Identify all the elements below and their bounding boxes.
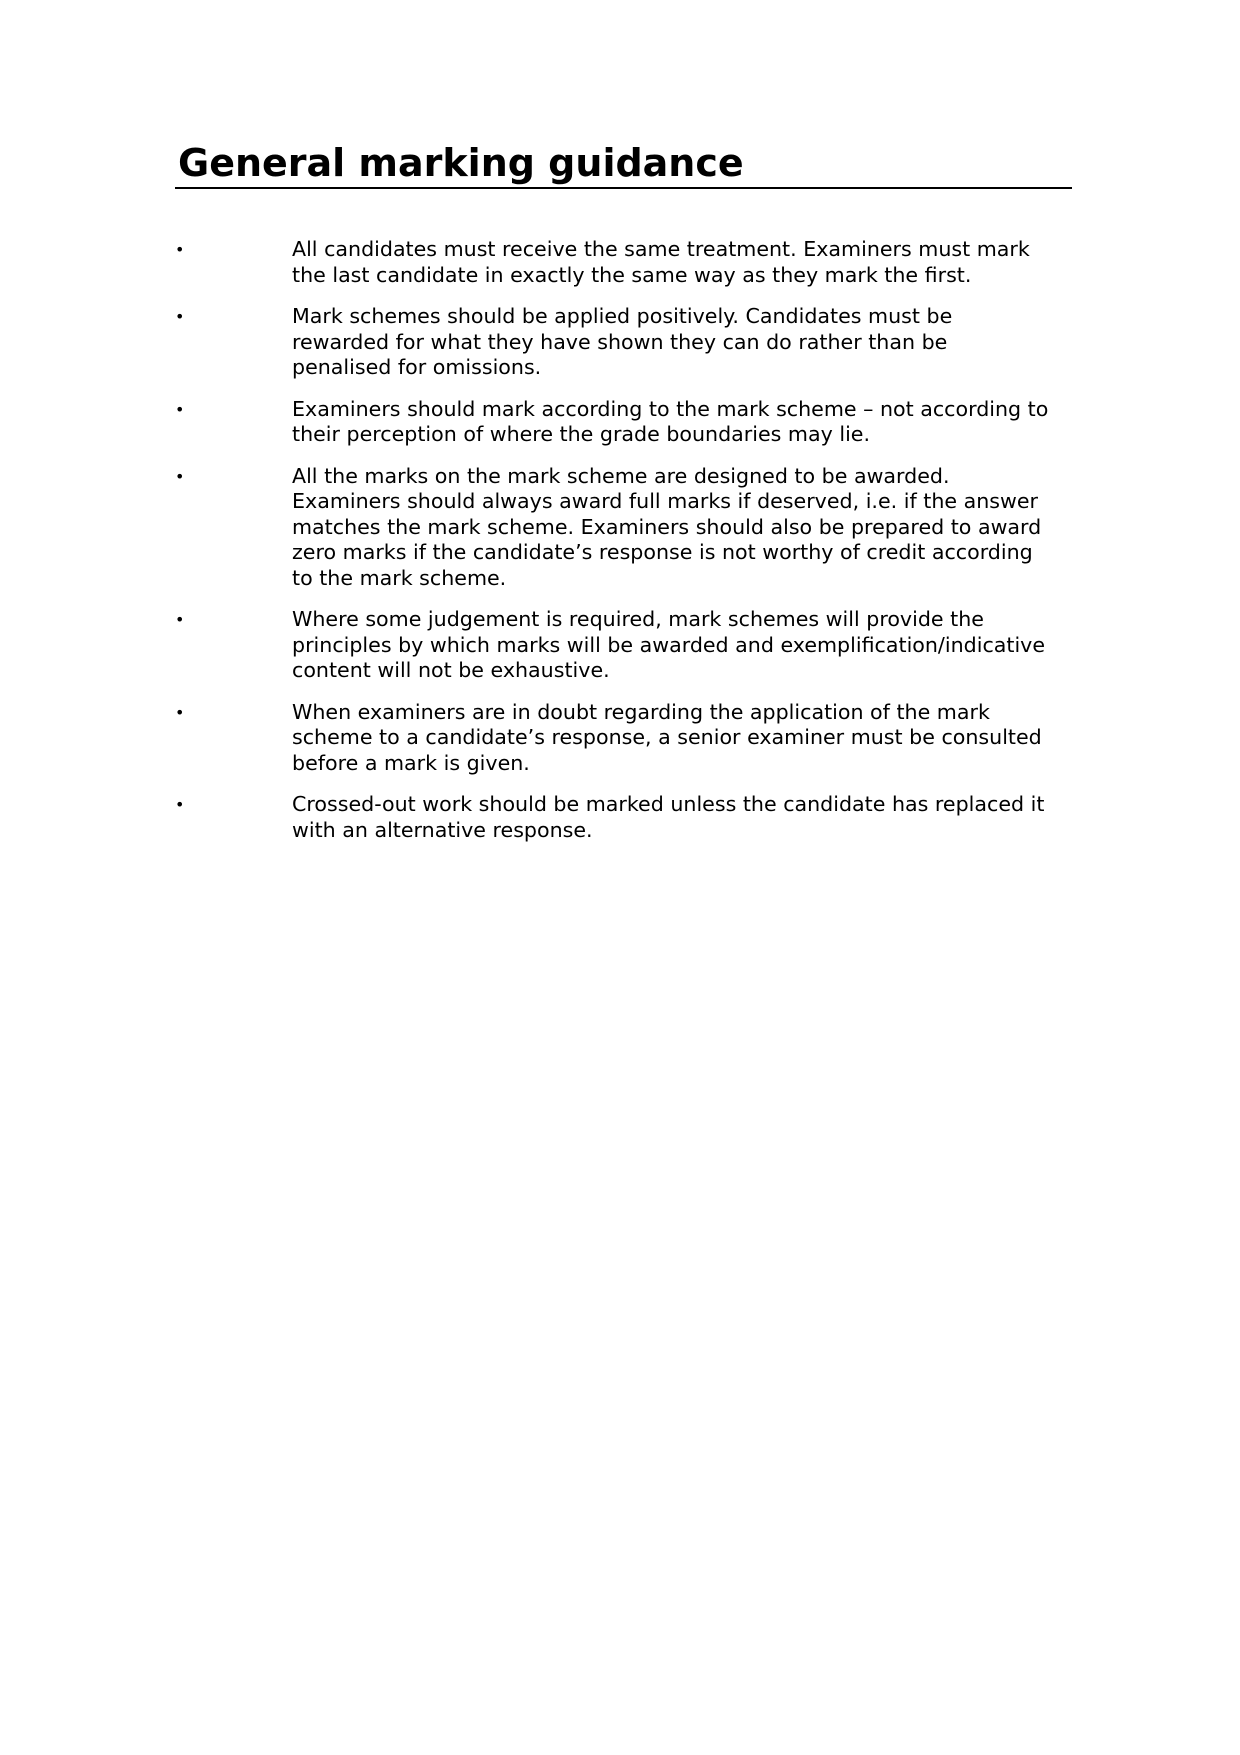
bullet-icon: • bbox=[175, 466, 185, 486]
bullet-icon: • bbox=[175, 307, 185, 326]
list-item bbox=[175, 397, 1075, 448]
list-item-text: Mark schemes should be applied positively. Candidates must be rewarded for what they have shown they can do rather than be penalised for omissions. bbox=[292, 304, 953, 379]
list-item-text: Crossed-out work should be marked unless the candidate has replaced it with an alternative response. bbox=[292, 792, 1045, 842]
list-item bbox=[175, 700, 1075, 777]
list-item-text: Where some judgement is required, mark schemes will provide the principles by which marks will be awarded and exemplification/indicative content will not be exhaustive. bbox=[292, 607, 1046, 682]
list-item bbox=[175, 464, 1075, 592]
list-item-text: When examiners are in doubt regarding the application of the mark scheme to a candidate’s response, a senior examiner must be consulted before a mark is given. bbox=[292, 699, 1042, 775]
bullet-icon: • bbox=[175, 610, 185, 629]
list-item bbox=[175, 304, 1075, 381]
list-item-text: Examiners should mark according to the mark scheme – not according to their perception of where the grade boundaries may lie. bbox=[292, 396, 1049, 446]
page-title: General marking guidance bbox=[178, 141, 744, 185]
heading-underline bbox=[175, 140, 1072, 189]
list-item bbox=[175, 607, 1075, 684]
list-item-text: All the marks on the mark scheme are designed to be awarded. Examiners should always award full marks if deserved, i.e. if the answer matches the mark scheme. Examiners should also be prepared to award zero marks if the candidate’s response is not worthy of credit according to the mark scheme. bbox=[292, 463, 1042, 590]
bullet-icon: • bbox=[175, 399, 185, 419]
list-item bbox=[175, 237, 1075, 288]
bullet-icon: • bbox=[175, 795, 185, 814]
bullet-icon: • bbox=[175, 702, 185, 722]
list-item-text: All candidates must receive the same treatment. Examiners must mark the last candidate in exactly the same way as they mark the first. bbox=[292, 237, 1030, 287]
guidance-list bbox=[175, 237, 1075, 859]
list-item bbox=[175, 792, 1075, 843]
bullet-icon: • bbox=[175, 240, 185, 259]
